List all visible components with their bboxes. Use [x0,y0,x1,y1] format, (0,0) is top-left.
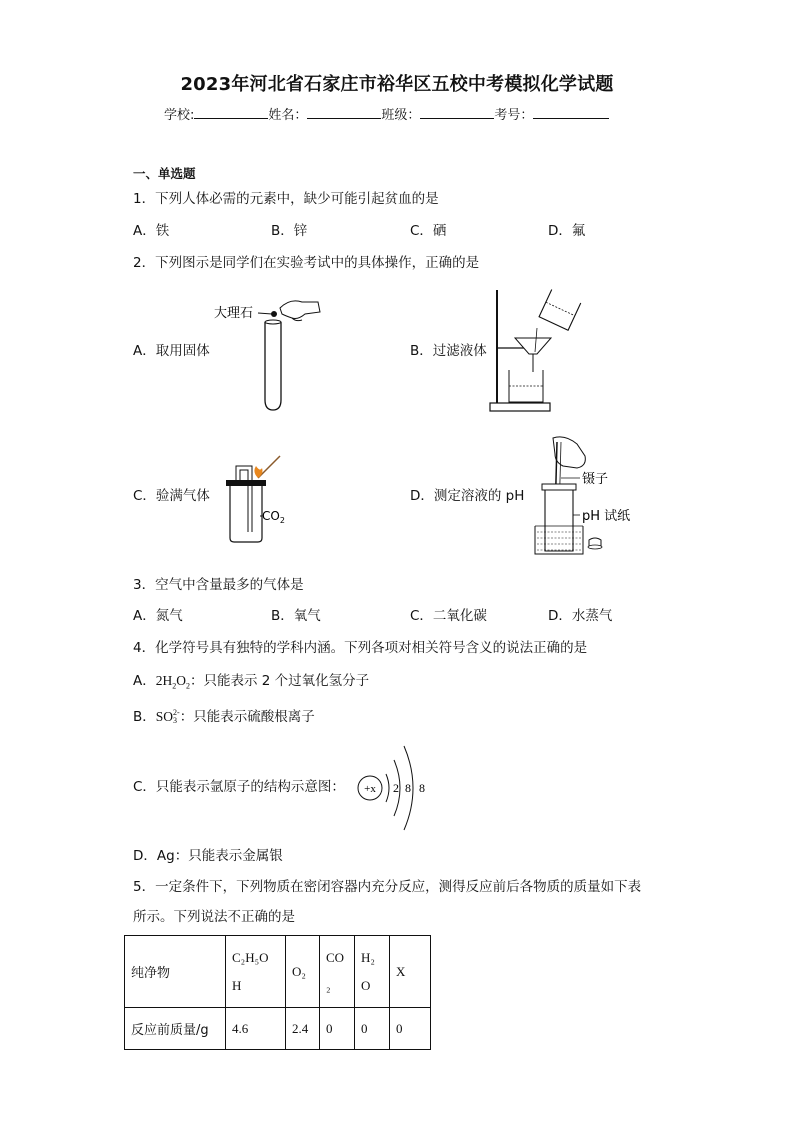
q2-option-b[interactable]: B．过滤液体 [410,343,487,359]
table-header-cell: H₂ O [355,936,390,1008]
q2-option-a[interactable]: A．取用固体 [133,343,210,359]
table-cell: 4.6 [226,1008,286,1050]
marble-label: 大理石 [214,306,254,321]
q3-option-d[interactable]: D．水蒸气 [548,608,613,624]
q4-stem: 4．化学符号具有独特的学科内涵。下列各项对相关符号含义的说法正确的是 [133,640,588,656]
table-cell: 2.4 [286,1008,320,1050]
q1-option-a[interactable]: A．铁 [133,223,170,239]
name-blank[interactable] [307,104,381,119]
electron-shell-2: 8 [405,781,411,795]
table-header-cell: X [390,936,431,1008]
figure-gas-test [222,452,302,547]
figure-take-solid [210,290,325,415]
q5-table [124,935,431,1050]
q3-option-b[interactable]: B．氧气 [271,608,321,624]
electron-shell-1: 2 [393,781,399,795]
flame-icon [254,466,262,478]
q3-stem: 3．空气中含量最多的气体是 [133,577,304,593]
table-cell: 反应前质量/g [125,1008,226,1050]
table-cell: 0 [355,1008,390,1050]
q5-stem-line2: 所示。下列说法不正确的是 [133,909,295,925]
q3-option-a[interactable]: A．氮气 [133,608,183,624]
q5-stem-line1: 5．一定条件下，下列物质在密闭容器内充分反应，测得反应前后各物质的质量如下表 [133,879,642,895]
hand-icon [553,437,585,468]
table-row [125,1008,431,1050]
class-label: 班级： [381,108,421,123]
q4-option-d[interactable]: D．Ag：只能表示金属银 [133,848,283,864]
electron-shell-3: 8 [419,781,425,795]
name-label: 姓名： [268,108,308,123]
school-label: 学校: [164,108,195,123]
table-header-cell: CO ₂ [320,936,355,1008]
table-row [125,936,431,1008]
atom-structure-diagram [352,740,442,836]
q4-option-b[interactable]: B．SO 2- 3 ：只能表示硫酸根离子 [133,708,315,725]
q3-option-c[interactable]: C．二氧化碳 [410,608,487,624]
page-title: 2023年河北省石家庄市裕华区五校中考模拟化学试题 [180,74,614,95]
co2-label: $CO_2$ [262,509,285,525]
tweezers-label: 镊子 [582,472,609,487]
figure-ph-test [525,436,635,561]
school-blank[interactable] [194,104,268,119]
q2-option-c[interactable]: C．验满气体 [133,488,210,504]
q2-stem: 2．下列图示是同学们在实验考试中的具体操作，正确的是 [133,255,480,271]
q4-option-a[interactable]: A．$2H_2O_2$：只能表示 2 个过氧化氢分子 [133,673,370,691]
q4-option-c[interactable]: C．只能表示氩原子的结构示意图： [133,779,345,795]
q2-option-d[interactable]: D．测定溶液的 pH [410,488,525,504]
q1-option-b[interactable]: B．锌 [271,223,308,239]
student-info-line [164,104,609,123]
ph-paper-label: pH 试纸 [582,509,631,524]
table-header-cell: C₂H₅O H [226,936,286,1008]
q1-option-d[interactable]: D．氟 [548,223,586,239]
table-header-cell: 纯净物 [125,936,226,1008]
hand-icon [280,301,320,319]
table-header-cell: O₂ [286,936,320,1008]
figure-filtration [485,288,585,416]
q1-stem: 1．下列人体必需的元素中，缺少可能引起贫血的是 [133,191,439,207]
q1-option-c[interactable]: C．硒 [410,223,447,239]
table-cell: 0 [320,1008,355,1050]
exam-no-label: 考号： [494,108,534,123]
section-heading: 一、单选题 [133,166,196,181]
nucleus-charge: +x [364,783,376,795]
class-blank[interactable] [420,104,494,119]
table-cell: 0 [390,1008,431,1050]
exam-no-blank[interactable] [533,104,609,119]
